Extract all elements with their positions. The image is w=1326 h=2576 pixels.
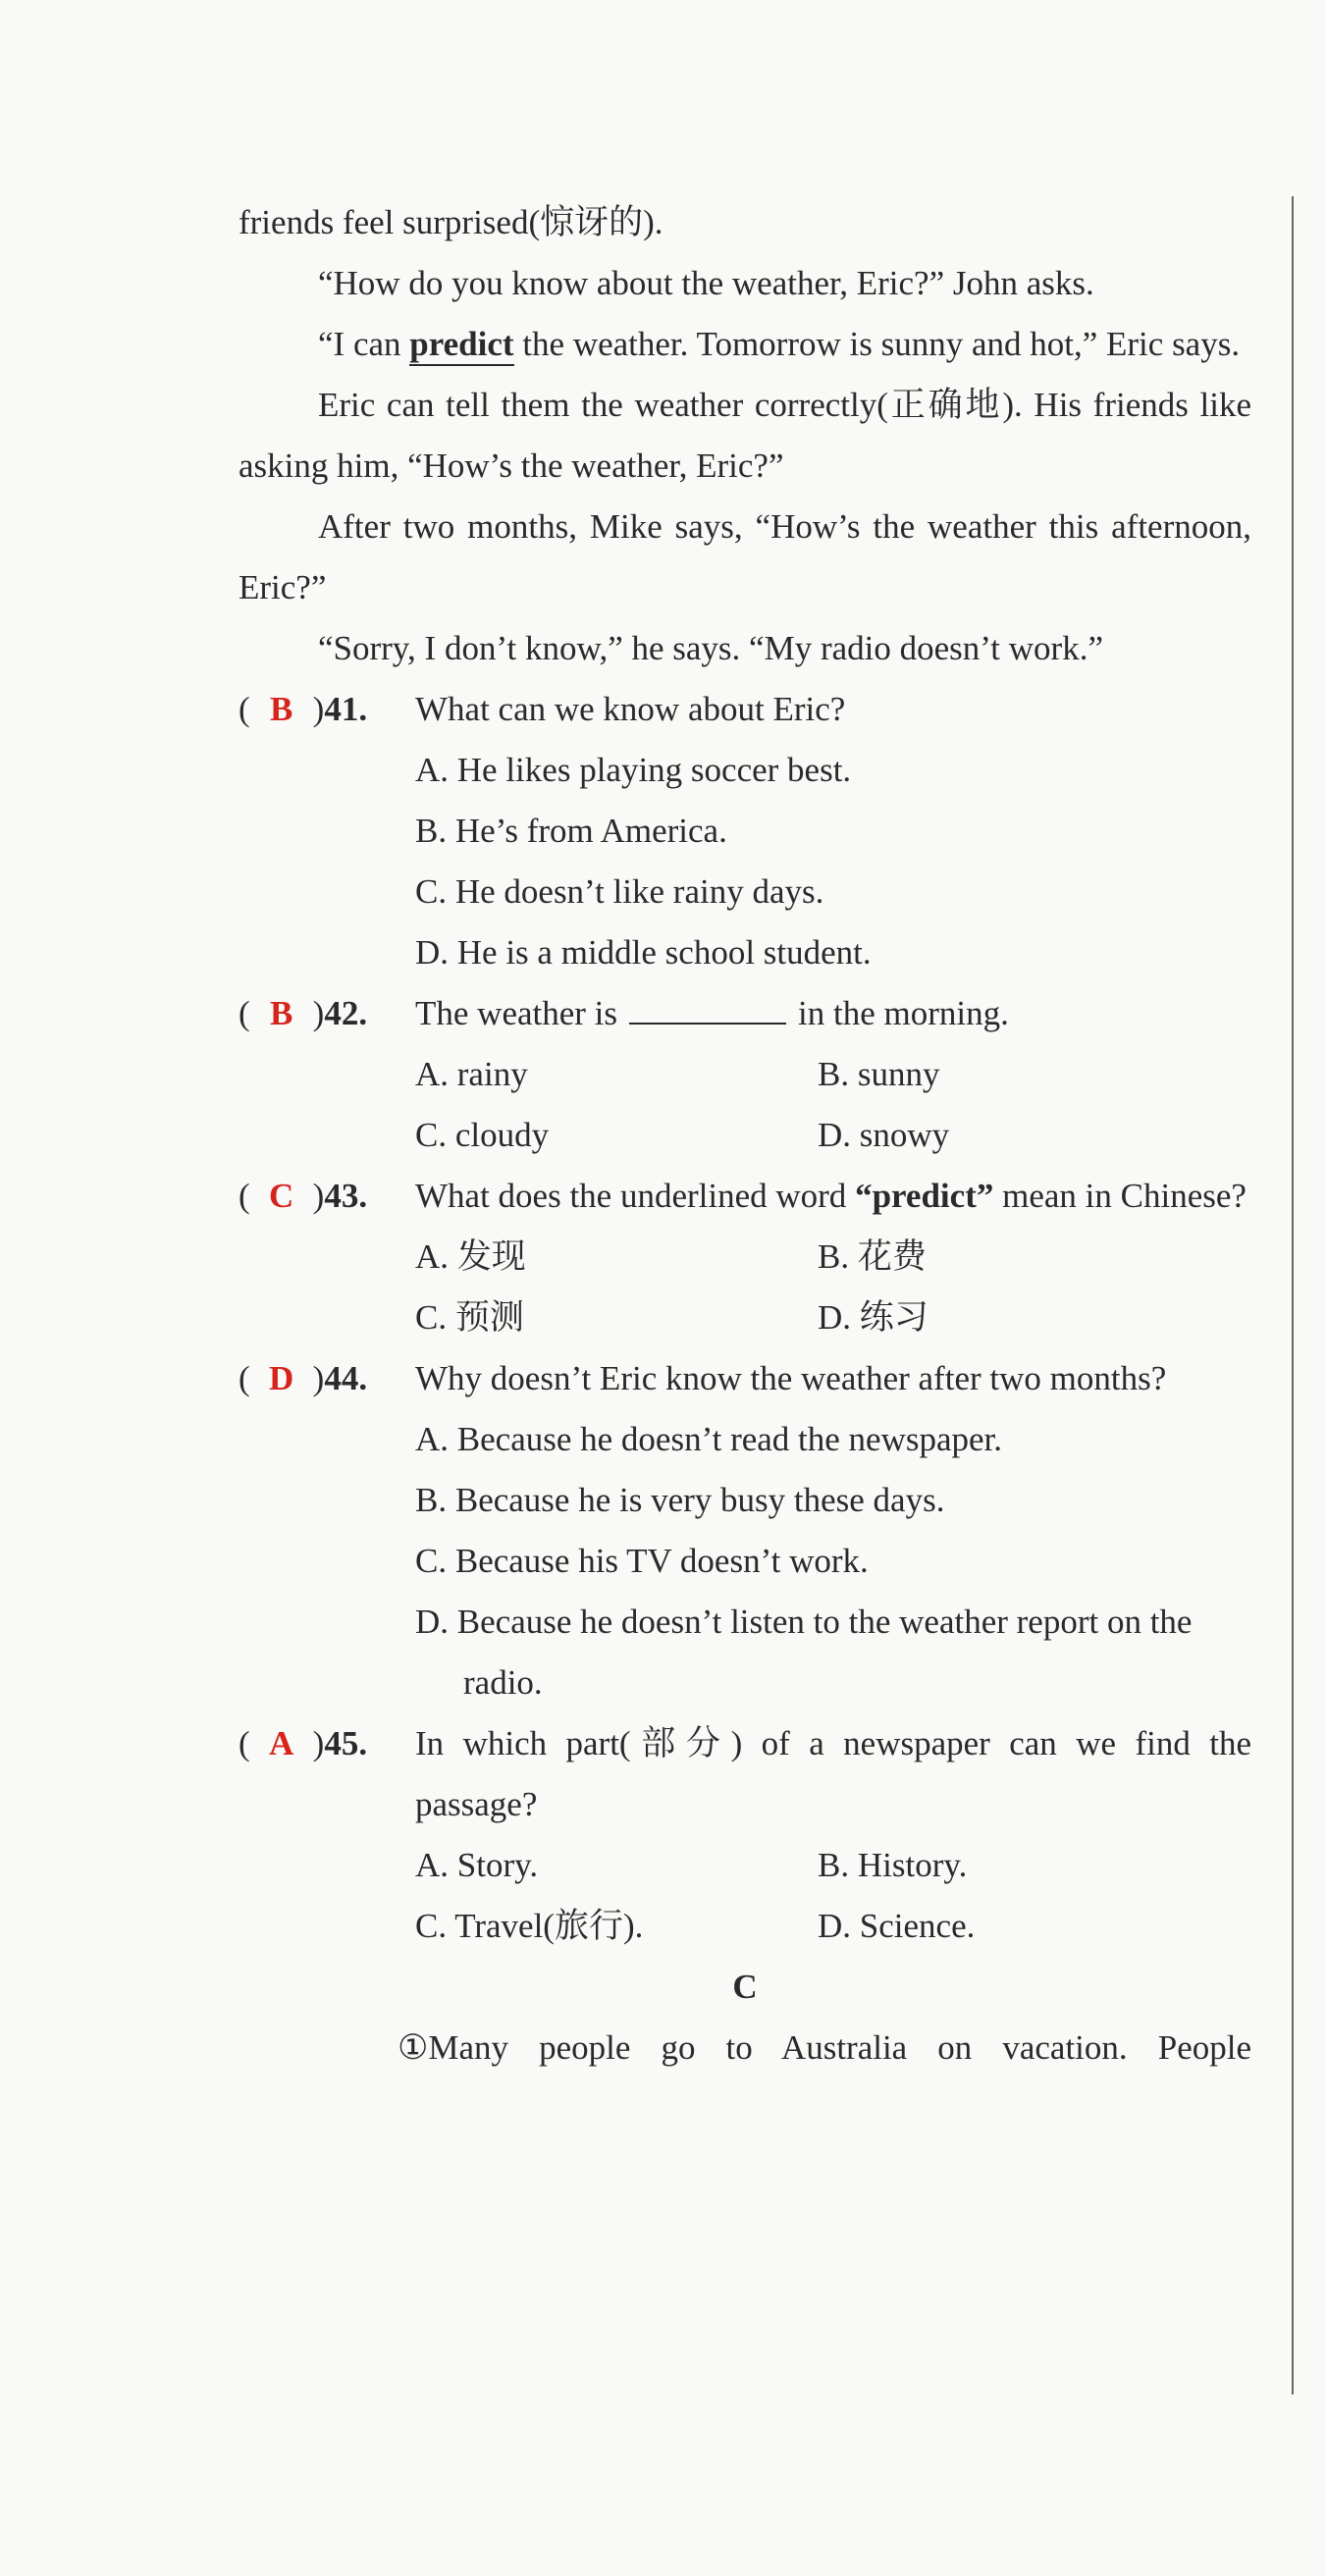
paren-open: ( <box>239 1177 250 1215</box>
option-row <box>239 1227 1251 1288</box>
paren-close: ) <box>312 1724 325 1762</box>
passage-line: Eric can tell them the weather correctly(正确地). His friends like asking him, “How’s the weather, Eric?” <box>239 386 1251 485</box>
option: C. Travel(旅行). <box>415 1907 644 1945</box>
answer-bracket <box>239 1348 415 1409</box>
option: B. Because he is very busy these days. <box>415 1481 945 1519</box>
option: D. Because he doesn’t listen to the weather report on the radio. <box>415 1603 1193 1702</box>
reading-content <box>239 192 1251 2078</box>
option: D. He is a middle school student. <box>415 933 872 972</box>
paren-open: ( <box>239 994 250 1032</box>
question-number: 45. <box>324 1724 368 1762</box>
option: D. Science. <box>818 1907 976 1945</box>
answer-bracket <box>239 679 415 740</box>
answer-bracket <box>239 1166 415 1227</box>
option: A. 发现 <box>415 1237 526 1276</box>
paren-close: ) <box>312 1359 325 1397</box>
question-45 <box>239 1713 1251 1835</box>
answer-letter: A <box>269 1724 294 1762</box>
option: C. 预测 <box>415 1298 524 1337</box>
option-row <box>239 1105 1251 1166</box>
question-number: 41. <box>324 690 368 728</box>
question-43 <box>239 1166 1251 1227</box>
paren-open: ( <box>239 1724 250 1762</box>
option-row <box>239 1835 1251 1896</box>
answer-letter: C <box>269 1177 294 1215</box>
question-stem: Why doesn’t Eric know the weather after two months? <box>415 1359 1167 1397</box>
option-list <box>239 1409 1251 1713</box>
passage-line: After two months, Mike says, “How’s the weather this afternoon, Eric?” <box>239 507 1251 606</box>
paren-close: ) <box>312 994 325 1032</box>
paren-close: ) <box>312 1177 325 1215</box>
paren-open: ( <box>239 1359 250 1397</box>
question-42 <box>239 983 1251 1044</box>
passage-line: friends feel surprised(惊讶的). <box>239 203 663 241</box>
question-stem: What can we know about Eric? <box>415 690 846 728</box>
answer-letter: B <box>269 690 293 728</box>
option: D. 练习 <box>818 1298 928 1337</box>
option: B. sunny <box>818 1055 940 1093</box>
question-stem <box>415 983 1251 1044</box>
answer-letter: B <box>269 994 293 1032</box>
option: A. Story. <box>415 1846 539 1884</box>
option: A. Because he doesn’t read the newspaper. <box>415 1420 1003 1458</box>
stem-keyword: “predict” <box>855 1177 994 1215</box>
section-c-text: Many people go to Australia on vacation. People <box>428 2028 1251 2067</box>
predict-prefix: “I can <box>318 325 401 363</box>
stem-text: in the morning. <box>798 994 1009 1032</box>
option: B. History. <box>818 1846 968 1884</box>
question-stem <box>415 1166 1251 1227</box>
answer-bracket <box>239 1713 415 1774</box>
option: B. 花费 <box>818 1237 927 1276</box>
option-row <box>239 1044 1251 1105</box>
question-44 <box>239 1348 1251 1409</box>
option-row <box>239 1896 1251 1957</box>
question-number: 44. <box>324 1359 368 1397</box>
section-heading: C <box>732 1968 758 2006</box>
stem-text: mean in Chinese? <box>1002 1177 1246 1215</box>
stem-text: What does the underlined word <box>415 1177 847 1215</box>
option: C. Because his TV doesn’t work. <box>415 1542 869 1580</box>
option: A. rainy <box>415 1055 528 1093</box>
passage-line-rest: the weather. Tomorrow is sunny and hot,” Eric says. <box>522 325 1241 363</box>
paragraph-marker: ① <box>398 2028 429 2067</box>
section-c-first-line <box>239 2018 1251 2078</box>
option: C. He doesn’t like rainy days. <box>415 872 824 911</box>
question-41 <box>239 679 1251 740</box>
stem-text: The weather is <box>415 994 618 1032</box>
underlined-word-predict: predict <box>409 325 513 366</box>
option: C. cloudy <box>415 1116 550 1154</box>
paren-open: ( <box>239 690 250 728</box>
margin-rule <box>1292 196 1294 2394</box>
option: D. snowy <box>818 1116 950 1154</box>
answer-blank <box>629 993 786 1025</box>
question-number: 42. <box>324 994 368 1032</box>
passage-line <box>239 314 1251 375</box>
question-stem: In which part(部分) of a newspaper can we find the passage? <box>415 1724 1251 1823</box>
option-row <box>239 1288 1251 1348</box>
answer-bracket <box>239 983 415 1044</box>
answer-letter: D <box>269 1359 294 1397</box>
option-list <box>239 740 1251 983</box>
passage-line: “Sorry, I don’t know,” he says. “My radio doesn’t work.” <box>318 629 1103 667</box>
question-number: 43. <box>324 1177 368 1215</box>
option: A. He likes playing soccer best. <box>415 751 852 789</box>
option: B. He’s from America. <box>415 812 727 850</box>
passage-line: “How do you know about the weather, Eric?” John asks. <box>318 264 1094 302</box>
paren-close: ) <box>312 690 325 728</box>
